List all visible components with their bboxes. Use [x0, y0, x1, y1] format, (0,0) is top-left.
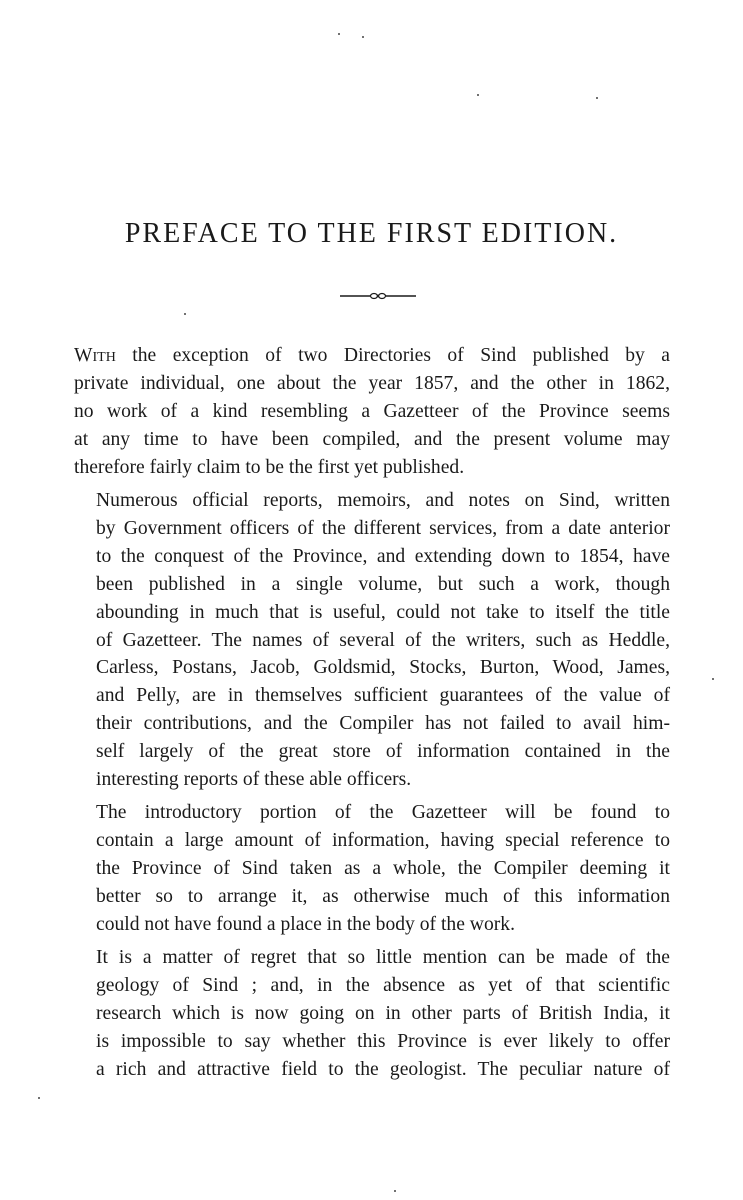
- text-line: Numerous official reports, memoirs, and notes on Sind, written: [96, 489, 670, 511]
- text-line: the Province of Sind taken as a whole, the Compiler deeming it: [96, 858, 670, 880]
- text-line: of Gazetteer. The names of several of the writers, such as Heddle,: [96, 629, 670, 651]
- text-line: at any time to have been compiled, and the present volume may: [74, 428, 670, 450]
- text-line: contain a large amount of information, having special reference to: [96, 830, 670, 852]
- scan-speck: [338, 33, 340, 35]
- text-line: abounding in much that is useful, could not take to itself the title: [96, 601, 670, 623]
- text-line: a rich and attractive field to the geologist. The peculiar nature of: [96, 1058, 670, 1080]
- text-line: by Government officers of the different services, from a date anterior: [96, 517, 670, 539]
- text-line: could not have found a place in the body of the work.: [96, 914, 515, 936]
- text-line: It is a matter of regret that so little mention can be made of the: [96, 947, 670, 969]
- paragraph-2: [74, 487, 670, 794]
- lead-word: With: [74, 345, 116, 366]
- text-line: interesting reports of these able officers.: [96, 769, 412, 791]
- scan-speck: [394, 1190, 396, 1192]
- paragraph-3: [74, 799, 670, 939]
- ornament-divider: [340, 289, 416, 303]
- scan-speck: [362, 36, 364, 38]
- scan-speck: [712, 678, 714, 680]
- text-line: With the exception of two Directories of Sind published by a: [74, 345, 671, 366]
- scan-speck: [184, 313, 186, 315]
- text-line: geology of Sind ; and, in the absence as yet of that scientific: [96, 974, 670, 996]
- text-line: is impossible to say whether this Province is ever likely to offer: [96, 1030, 670, 1052]
- text-line: to the conquest of the Province, and extending down to 1854, have: [96, 545, 670, 567]
- paragraph-1: [74, 342, 670, 482]
- text-line: research which is now going on in other parts of British India, it: [96, 1002, 670, 1024]
- page-title: PREFACE TO THE FIRST EDITION.: [124, 218, 619, 249]
- text-line: no work of a kind resembling a Gazetteer of the Province seems: [74, 400, 670, 422]
- text-line: been published in a single volume, but such a work, though: [96, 573, 670, 595]
- scan-speck: [596, 97, 598, 99]
- text-line: and Pelly, are in themselves sufficient guarantees of the value of: [96, 685, 670, 707]
- text-line: self largely of the great store of information contained in the: [96, 741, 670, 763]
- body-text: [74, 342, 670, 1089]
- scan-speck: [477, 94, 479, 96]
- text-line: therefore fairly claim to be the first yet published.: [74, 456, 465, 478]
- text-line: The introductory portion of the Gazetteer will be found to: [96, 802, 670, 824]
- paragraph-4: [74, 944, 670, 1084]
- text-line: better so to arrange it, as otherwise much of this information: [96, 886, 670, 908]
- text-line: Carless, Postans, Jacob, Goldsmid, Stocks, Burton, Wood, James,: [96, 657, 670, 679]
- text-line: their contributions, and the Compiler has not failed to avail him-: [96, 713, 670, 735]
- scan-speck: [38, 1097, 40, 1099]
- text-line: private individual, one about the year 1857, and the other in 1862,: [74, 372, 670, 394]
